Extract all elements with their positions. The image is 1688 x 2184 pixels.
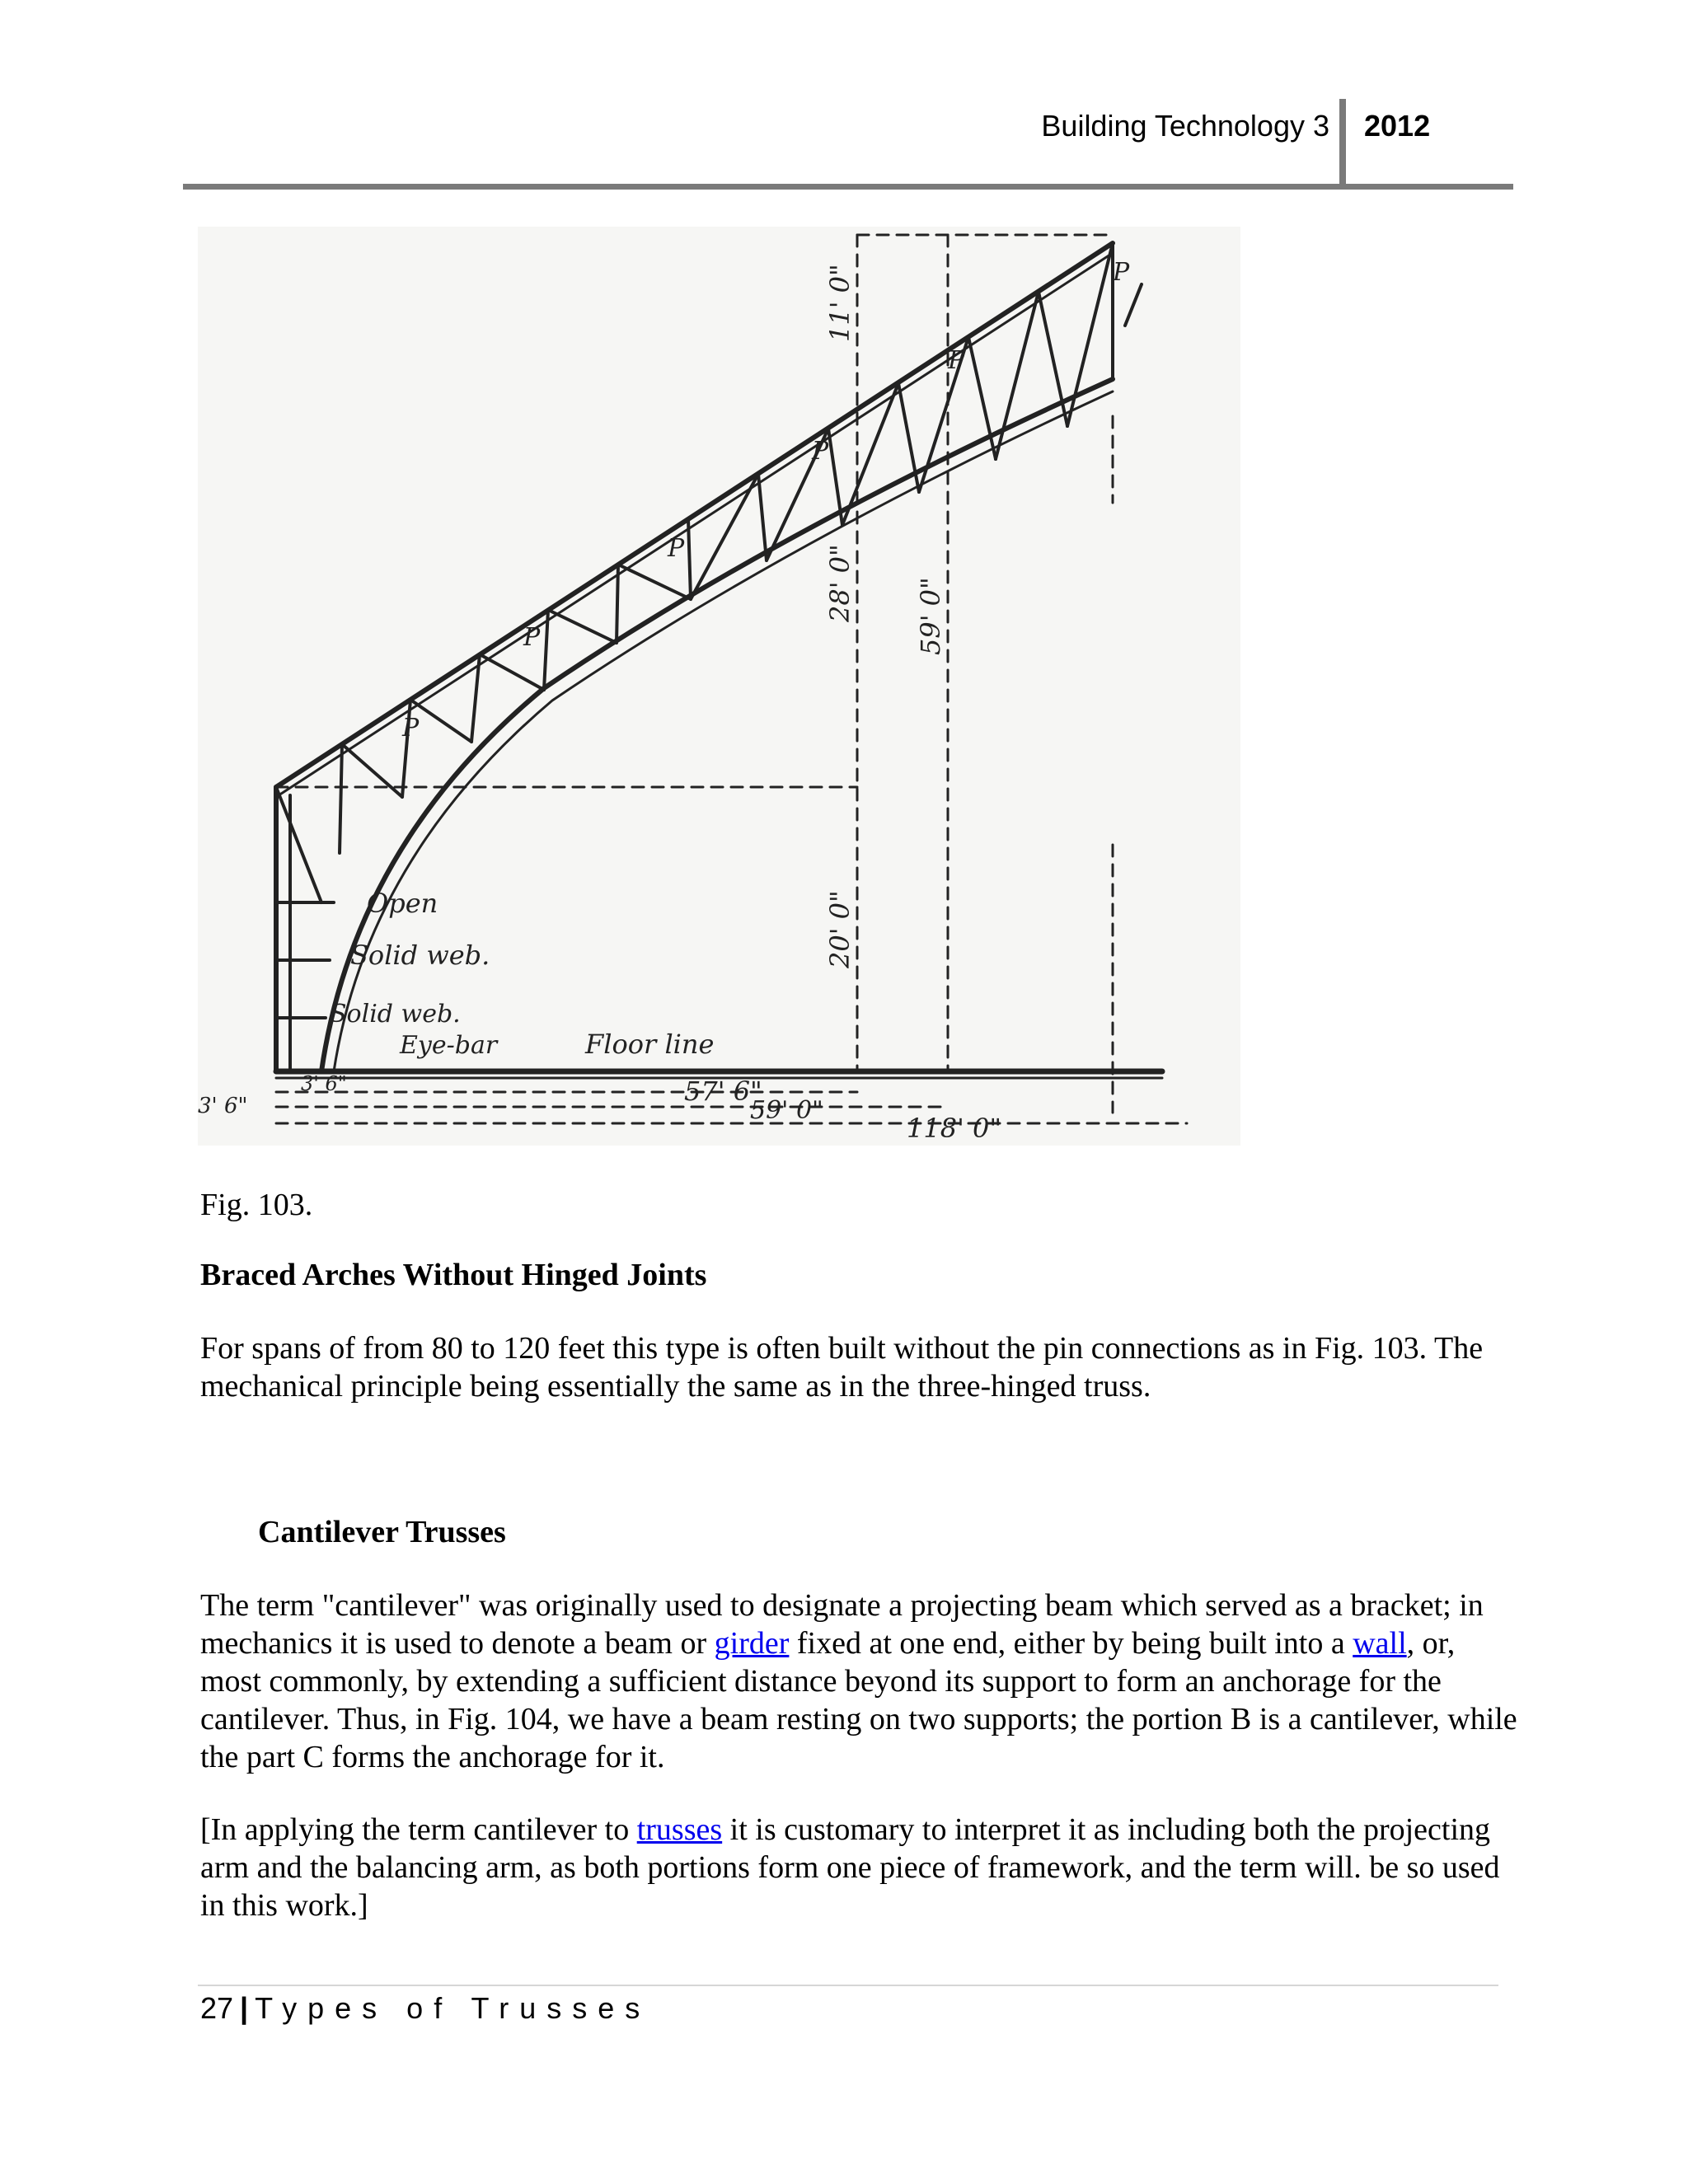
page-number: 27 (200, 1991, 234, 2025)
dimension-label-11ft: 11' 0" (824, 264, 856, 342)
dimension-label-118ft: 118' 0" (907, 1113, 1002, 1144)
footer-section-title: Types of Trusses (255, 1991, 651, 2025)
load-label: P (812, 437, 829, 466)
dimension-label-3ft6: 3' 6" (198, 1094, 248, 1118)
truss-top-chord (276, 243, 1113, 787)
header-year: 2012 (1364, 109, 1431, 143)
page-footer (200, 1991, 650, 2026)
label-open: Open (367, 888, 438, 919)
figure-caption: Fig. 103. (200, 1188, 313, 1222)
heading-cantilever-trusses: Cantilever Trusses (258, 1515, 506, 1549)
link-wall[interactable]: wall (1353, 1626, 1407, 1661)
load-label: P (1113, 258, 1130, 287)
label-solid-web: Solid web. (330, 1000, 461, 1029)
dimension-label-59ft: 59' 0" (915, 577, 946, 655)
dimension-label-3ft6: 3' 6" (301, 1072, 347, 1095)
load-label: P (523, 623, 541, 652)
load-label: P (948, 346, 965, 375)
load-label: P (402, 714, 420, 743)
label-solid-web: Solid web. (350, 940, 490, 971)
footer-rule (198, 1985, 1498, 1986)
footer-separator: | (240, 1991, 249, 2025)
header-rule (183, 184, 1513, 190)
paragraph-braced-arches: For spans of from 80 to 120 feet this type is often built without the pin connections as in Fig. 103. The mechanical principle being essentially the same as in the three-hinged truss. (200, 1331, 1484, 1404)
dimension-label-20ft: 20' 0" (824, 890, 856, 968)
header-title: Building Technology 3 (1041, 109, 1329, 143)
load-label: P (668, 534, 685, 563)
link-girder[interactable]: girder (714, 1626, 790, 1661)
label-eye-bar: Eye-bar (400, 1031, 498, 1060)
link-trusses[interactable]: trusses (636, 1812, 723, 1847)
truss-drawing (198, 227, 1240, 1146)
paragraph-cantilever-usage: [In applying the term cantilever to trusses it is customary to interpret it as including both the projecting arm and the balancing arm, as both portions form one piece of framework, and the term will. be so used in this work.] (200, 1812, 1500, 1923)
heading-braced-arches: Braced Arches Without Hinged Joints (200, 1258, 707, 1292)
dimension-label-59ft: 59' 0" (750, 1096, 823, 1125)
label-floor-line: Floor line (585, 1029, 715, 1060)
truss-figure (198, 227, 1240, 1146)
dimension-label-28ft: 28' 0" (824, 544, 856, 622)
paragraph-cantilever-definition: The term "cantilever" was originally used to designate a projecting beam which served as a bracket; in mechanics it is used to denote a beam or girder fixed at one end, either by being built into a wall, or, most commonly, by extending a sufficient distance beyond its support to form an anchorage for the cantilever. Thus, in Fig. 104, we have a beam resting on two supports; the portion B is a cantilever, while the part C forms the anchorage for it. (200, 1588, 1517, 1774)
dimension-label-57ft6: 57' 6" (684, 1076, 762, 1107)
header-divider (1339, 99, 1346, 188)
